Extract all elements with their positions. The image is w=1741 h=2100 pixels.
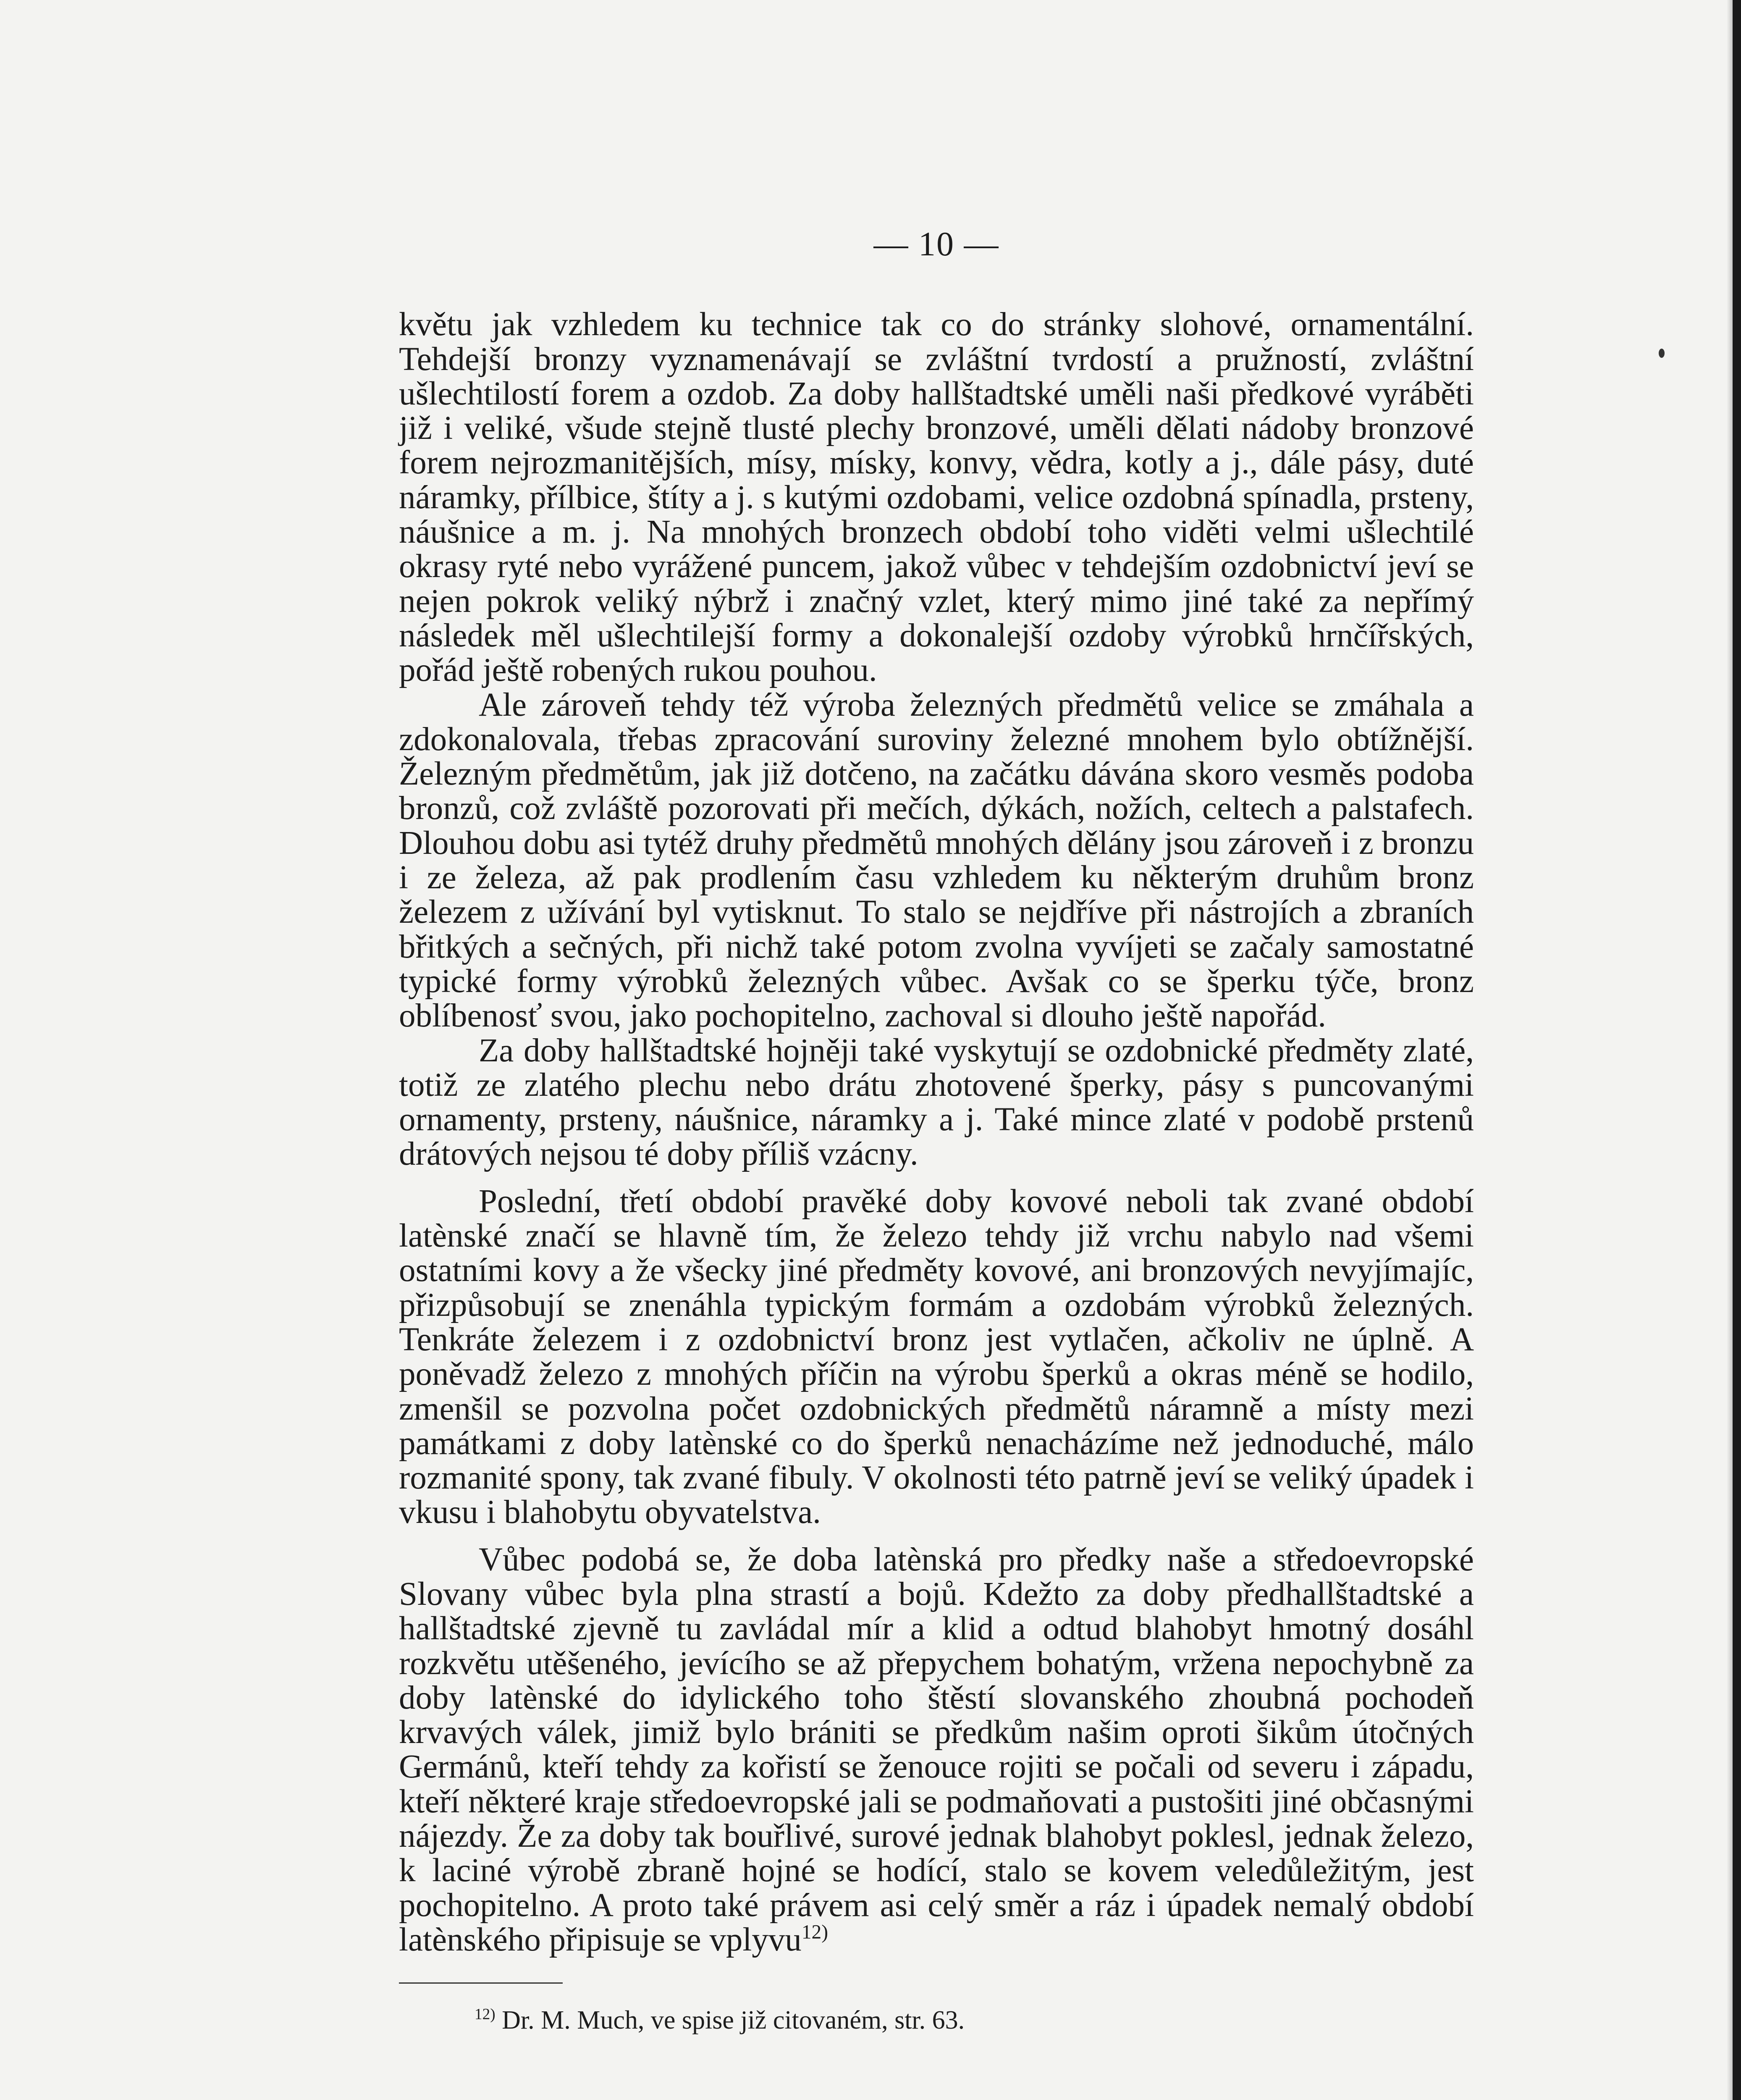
- page-edge-shadow: [1727, 0, 1733, 2100]
- paragraph-1: květu jak vzhledem ku technice tak co do stránky slohové, ornamentální. Tehdejší bronzy vyznamenávají se zvláštní tvrdostí a pružností, zvláštní ušlechtilostí forem a ozdob. Za doby hallštadtské uměli naši předkové vyráběti již i veliké, všude stejně tlusté plechy bronzové, uměli dělati nádoby bronzové forem nejrozmanitějších, mísy, mísky, konvy, vědra, kotly a j., dále pásy, duté náramky, přílbice, štíty a j. s kutými ozdobami, velice ozdobná spínadla, prsteny, náušnice a m. j. Na mnohých bronzech období toho viděti velmi ušlechtilé okrasy ryté nebo vyrážené puncem, jakož vůbec v tehdejším ozdobnictví jeví se nejen pokrok veliký nýbrž i značný vzlet, který mimo jiné také za nepřímý následek měl ušlechtilejší formy a dokonalejší ozdoby výrobků hrnčířských, pořád ještě robených rukou pouhou.: [399, 306, 1474, 689]
- page-number: — 10 —: [873, 225, 999, 263]
- footnote-marker: 12): [801, 1921, 828, 1943]
- footnote-text: Dr. M. Much, ve spise již citovaném, str. 63.: [502, 2006, 965, 2035]
- paragraph-2: Ale zároveň tehdy též výroba železných předmětů velice se zmáhala a zdokonalovala, třebas zpracování suroviny železné mnohem bylo obtížnější. Železným předmětům, jak již dotčeno, na začátku dávána skoro vesměs podoba bronzů, což zvláště pozorovati při mečích, dýkách, nožích, celtech a palstafech. Dlouhou dobu asi tytéž druhy předmětů mnohých dělány jsou zároveň i z bronzu i ze železa, až pak prodlením času vzhledem ku některým druhům bronz železem z užívání byl vytisknut. To stalo se nejdříve při nástrojích a zbraních břitkých a sečných, při nichž také potom zvolna vyvíjeti se začaly samostatné typické formy výrobků železných vůbec. Avšak co se šperku týče, bronz oblíbenosť svou, jako pochopitelno, zachoval si dlouho ještě napořád.: [399, 686, 1474, 1034]
- paragraph-5-text: Vůbec podobá se, že doba latènská pro předky naše a středoevropské Slovany vůbec byla plna strastí a bojů. Kdežto za doby předhallštadtské a hallštadtské zjevně tu zavládal mír a klid a odtud blahobyt hmotný dosáhl rozkvětu utěšeného, jevícího se až přepychem bohatým, vržena nepochybně za doby latènské do idylického toho štěstí slovanského zhoubná pochodeň krvavých válek, jimiž bylo brániti se předkům našim oproti šikům útočných Germánů, kteří tehdy za kořistí se ženouce rojiti se počali od severu i západu, kteří některé kraje středoevropské jali se podmaňovati a pustošiti jiné občasnými nájezdy. Že za doby tak bouřlivé, surové jednak blahobyt poklesl, jednak železo, k laciné výrobě zbraně hojné se hodící, stalo se kovem veledůležitým, jest pochopitelno. A proto také právem asi celý směr a ráz i úpadek nemalý období latènského připisuje se vplyvu: [399, 1541, 1474, 1958]
- page-edge: [1733, 0, 1741, 2100]
- scan-speck: [1659, 349, 1665, 358]
- paragraph-4: Poslední, třetí období pravěké doby kovové neboli tak zvané období latènské značí se hlavně tím, že železo tehdy již vrchu nabylo nad všemi ostatními kovy a že všecky jiné předměty kovové, ani bronzových nevyjímajíc, přizpůsobují se znenáhla typickým formám a ozdobám výrobků železných. Tenkráte železem i z ozdobnictví bronz jest vytlačen, ačkoliv ne úplně. A poněvadž železo z mnohých příčin na výrobu šperků a okras méně se hodilo, zmenšil se pozvolna počet ozdobnických předmětů náramně a místy mezi památkami z doby latènské co do šperků nenacházíme než jednoduché, málo rozmanité spony, tak zvané fibuly. V okolnosti této patrně jeví se veliký úpadek i vkusu i blahobytu obyvatelstva.: [399, 1183, 1474, 1531]
- document-body: [399, 227, 1474, 2035]
- footnote-divider: [399, 1982, 563, 1984]
- footnote: [475, 2006, 1474, 2035]
- paragraph-3: Za doby hallštadtské hojněji také vyskytují se ozdobnické předměty zlaté, totiž ze zlatého plechu nebo drátu zhotovené šperky, pásy s puncovanými ornamenty, prsteny, náušnice, náramky a j. Také mince zlaté v podobě prstenů drátových nejsou té doby příliš vzácny.: [399, 1032, 1474, 1173]
- footnote-number: 12): [475, 2006, 496, 2023]
- paragraph-5: [399, 1543, 1474, 1958]
